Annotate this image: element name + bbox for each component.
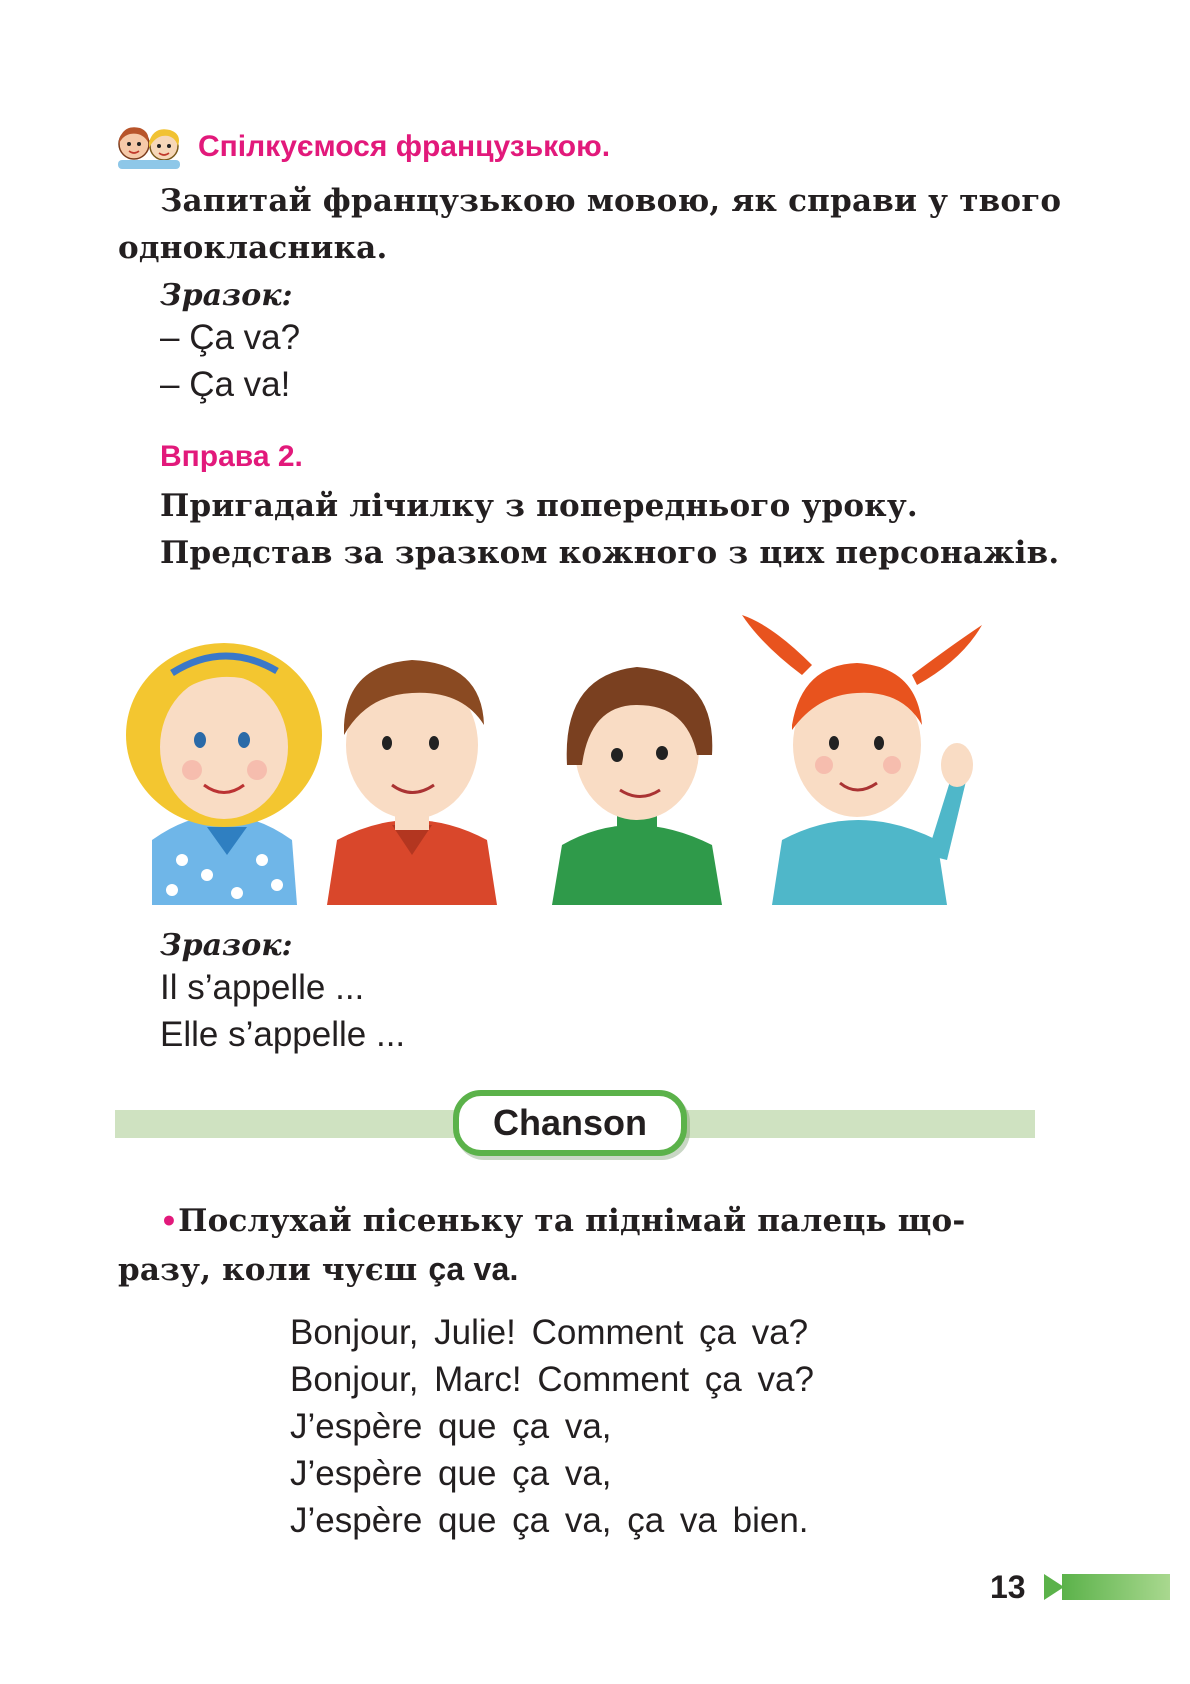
page-tab-arrow-icon — [1044, 1572, 1170, 1602]
exercise-line-2: Представ за зразком кожного з цих персонажів. — [160, 535, 1060, 571]
chanson-instruction-line-1 — [160, 1203, 965, 1239]
intro-line-1: Запитай французькою мовою, як справи у твого — [160, 183, 1062, 219]
lyric-line-5: J’espère que ça va, ça va bien. — [290, 1501, 809, 1540]
exercise-line-1: Пригадай лічилку з попереднього уроку. — [160, 488, 918, 524]
four-children-portraits — [112, 605, 1032, 905]
exercise-title: Вправа 2. — [160, 440, 303, 473]
example-feminine: Elle s’appelle ... — [160, 1015, 406, 1054]
lyric-line-4: J’espère que ça va, — [290, 1454, 612, 1493]
dialog-line-answer: – Ça va! — [160, 365, 291, 404]
girl-green-sweater-portrait — [552, 667, 722, 905]
page-number: 13 — [990, 1569, 1026, 1605]
blonde-girl-portrait — [126, 643, 322, 905]
lyric-line-2: Bonjour, Marc! Comment ça va? — [290, 1360, 814, 1399]
chanson-label: Chanson — [492, 1102, 647, 1143]
chanson-frame — [453, 1090, 687, 1156]
two-kids-icon — [112, 120, 188, 170]
instruction-phrase: ça va. — [428, 1251, 519, 1287]
dialog-line-question: – Ça va? — [160, 318, 301, 357]
bullet-icon: • — [160, 1205, 179, 1238]
lyric-line-3: J’espère que ça va, — [290, 1407, 612, 1446]
example-label: Зразок: — [160, 278, 293, 313]
boy-red-shirt-portrait — [327, 660, 497, 905]
section-heading: Спілкуємося французькою. — [198, 130, 611, 163]
lyric-line-1: Bonjour, Julie! Comment ça va? — [290, 1313, 809, 1352]
redhead-girl-waving-portrait — [742, 615, 982, 905]
instruction-text-2: разу, коли чуєш — [118, 1252, 429, 1288]
chanson-instruction-line-2 — [118, 1251, 519, 1288]
example-masculine: Il s’appelle ... — [160, 968, 365, 1007]
example-label-2: Зразок: — [160, 928, 293, 963]
intro-line-2: однокласника. — [118, 230, 388, 266]
instruction-text-1: Послухай пісеньку та піднімай палець що- — [178, 1203, 966, 1239]
